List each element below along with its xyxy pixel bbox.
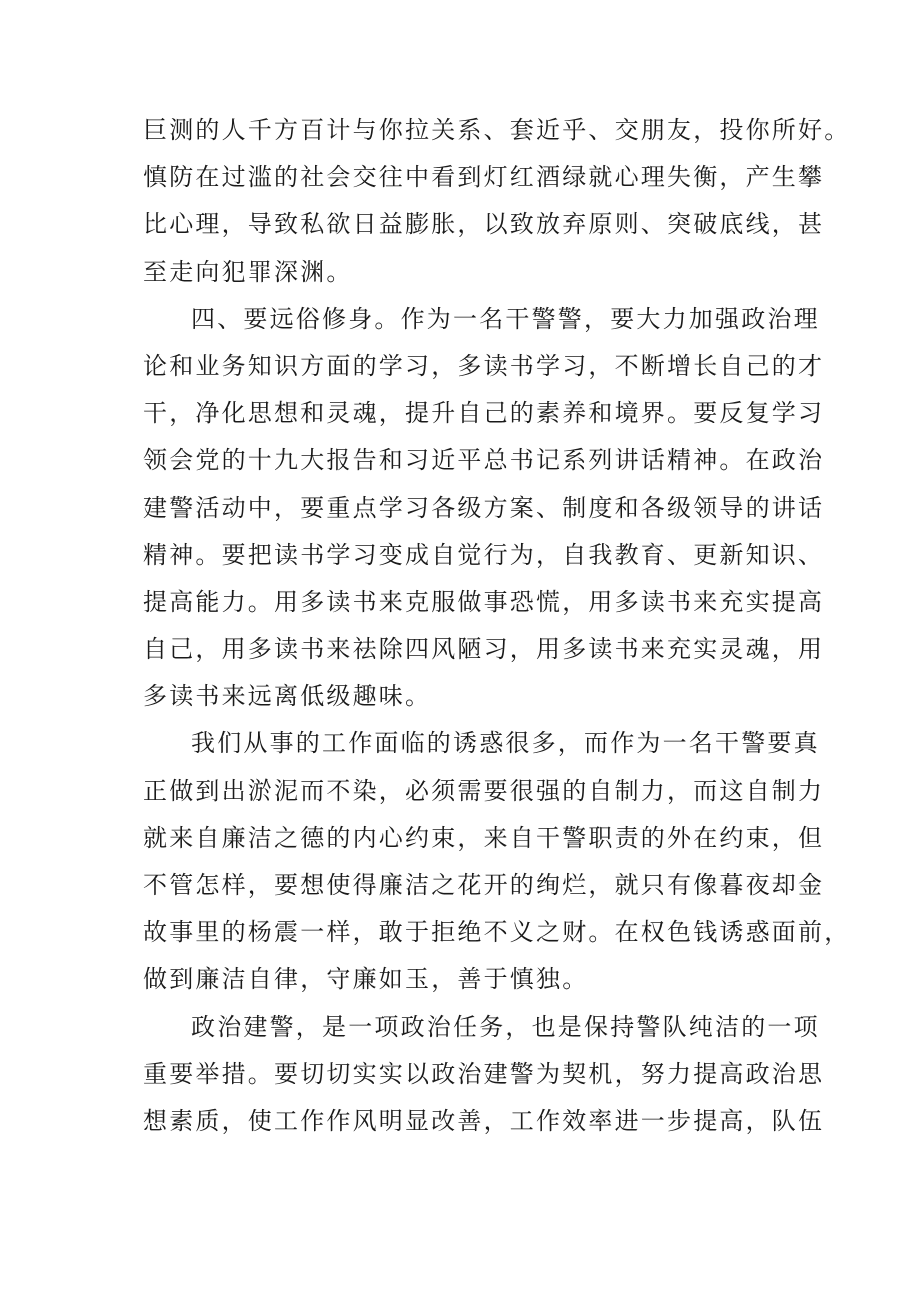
text-line: 巨测的人千方百计与你拉关系、套近乎、交朋友，投你所好。 [143, 116, 851, 144]
text-line: 比心理，导致私欲日益膨胀，以致放弃原则、突破底线，甚 [143, 210, 825, 239]
paragraph-first-line: 四、要远俗修身。作为一名干警警，要大力加强政治理 [191, 304, 820, 333]
text-line: 提高能力。用多读书来克服做事恐慌，用多读书来充实提高 [143, 587, 825, 616]
text-line: 至走向犯罪深渊。 [143, 257, 353, 286]
text-line: 重要举措。要切切实实以政治建警为契机，努力提高政治思 [143, 1059, 825, 1088]
text-line: 想素质，使工作作风明显改善，工作效率进一步提高，队伍 [143, 1106, 825, 1135]
text-line: 故事里的杨震一样，敢于拒绝不义之财。在权色钱诱惑面前， [143, 918, 851, 947]
text-line: 干，净化思想和灵魂，提升自己的素养和境界。要反复学习 [143, 399, 825, 428]
text-line: 不管怎样，要想使得廉洁之花开的绚烂，就只有像暮夜却金 [143, 871, 825, 899]
text-line: 正做到出淤泥而不染，必须需要很强的自制力，而这自制力 [143, 776, 825, 805]
text-line: 慎防在过滥的社会交往中看到灯红酒绿就心理失衡，产生攀 [143, 163, 825, 192]
text-line: 领会党的十九大报告和习近平总书记系列讲话精神。在政治 [143, 446, 825, 475]
text-line: 多读书来远离低级趣味。 [143, 682, 432, 711]
paragraph-first-line: 我们从事的工作面临的诱惑很多，而作为一名干警要真 [191, 729, 820, 758]
text-line: 精神。要把读书学习变成自觉行为，自我教育、更新知识、 [143, 540, 825, 569]
paragraph-first-line: 政治建警，是一项政治任务，也是保持警队纯洁的一项 [191, 1012, 820, 1041]
text-line: 自己，用多读书来祛除四风陋习，用多读书来充实灵魂，用 [143, 635, 825, 664]
text-line: 论和业务知识方面的学习，多读书学习，不断增长自己的才 [143, 351, 825, 380]
document-body [143, 107, 851, 1145]
text-line: 做到廉洁自律，守廉如玉，善于慎独。 [143, 965, 589, 994]
text-line: 就来自廉洁之德的内心约束，来自干警职责的外在约束，但 [143, 823, 825, 852]
text-line: 建警活动中，要重点学习各级方案、制度和各级领导的讲话 [143, 493, 825, 522]
